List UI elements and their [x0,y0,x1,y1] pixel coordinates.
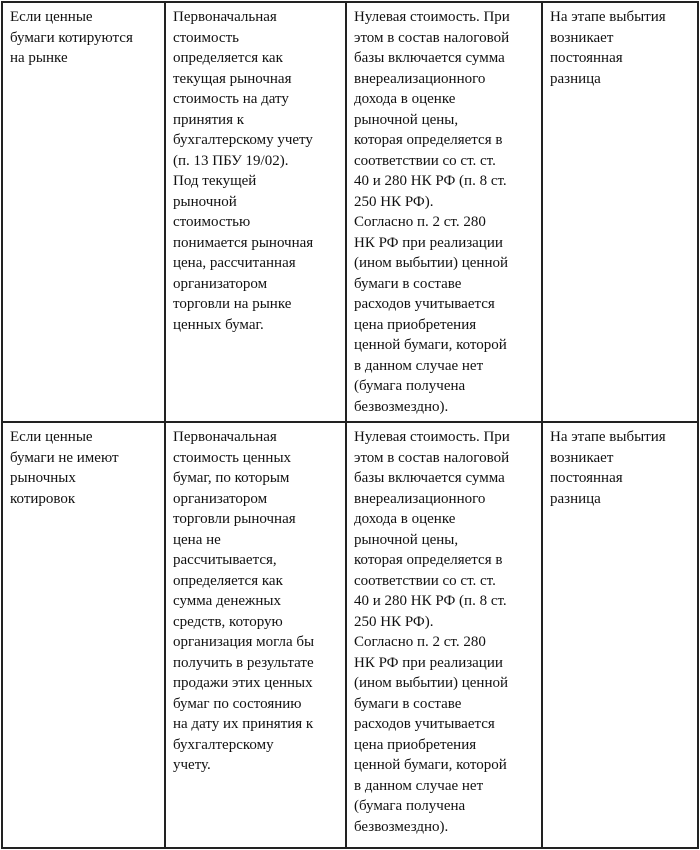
condition-cell [2,2,165,422]
initial-value-cell [165,2,346,422]
table-row [2,422,698,848]
condition-text: Если ценные бумаги котируются на рынке [10,9,133,66]
condition-text: Если ценные бумаги не имеют рыночных котировок [10,429,119,507]
tax-value-text: Нулевая стоимость. При этом в состав налоговой базы включается сумма внереализационного дохода в оценке рыночной цены, которая определяется в соответствии со ст. ст. 40 и 280 НК РФ (п. 8 ст. 250 НК РФ). Согласно п. 2 ст. 280 НК РФ при реализации (ином выбытии) ценной бумаги в составе расходов учитывается цена приобретения ценной бумаги, которой в данном случае нет (бумага получена безвозмездно). [354,9,510,415]
difference-cell [542,422,698,848]
tax-value-cell [346,2,542,422]
tax-value-text: Нулевая стоимость. При этом в состав налоговой базы включается сумма внереализационного дохода в оценке рыночной цены, которая определяется в соответствии со ст. ст. 40 и 280 НК РФ (п. 8 ст. 250 НК РФ). Согласно п. 2 ст. 280 НК РФ при реализации (ином выбытии) ценной бумаги в составе расходов учитывается цена приобретения ценной бумаги, которой в данном случае нет (бумага получена безвозмездно). [354,429,510,835]
difference-text: На этапе выбытия возникает постоянная разница [550,429,666,507]
table-row [2,2,698,422]
condition-cell [2,422,165,848]
difference-text: На этапе выбытия возникает постоянная разница [550,9,666,87]
initial-value-cell [165,422,346,848]
tax-value-cell [346,422,542,848]
difference-cell [542,2,698,422]
initial-value-text: Первоначальная стоимость определяется как текущая рыночная стоимость на дату принятия к бухгалтерскому учету (п. 13 ПБУ 19/02). Под текущей рыночной стоимостью понимается рыночная цена, рассчитанная организатором торговли на рынке ценных бумаг. [173,9,314,333]
securities-valuation-table [1,1,699,849]
initial-value-text: Первоначальная стоимость ценных бумаг, по которым организатором торговли рыночная цена не рассчитывается, определяется как сумма денежных средств, которую организация могла бы получить в результате продажи этих ценных бумаг по состоянию на дату их принятия к бухгалтерскому учету. [173,429,315,773]
